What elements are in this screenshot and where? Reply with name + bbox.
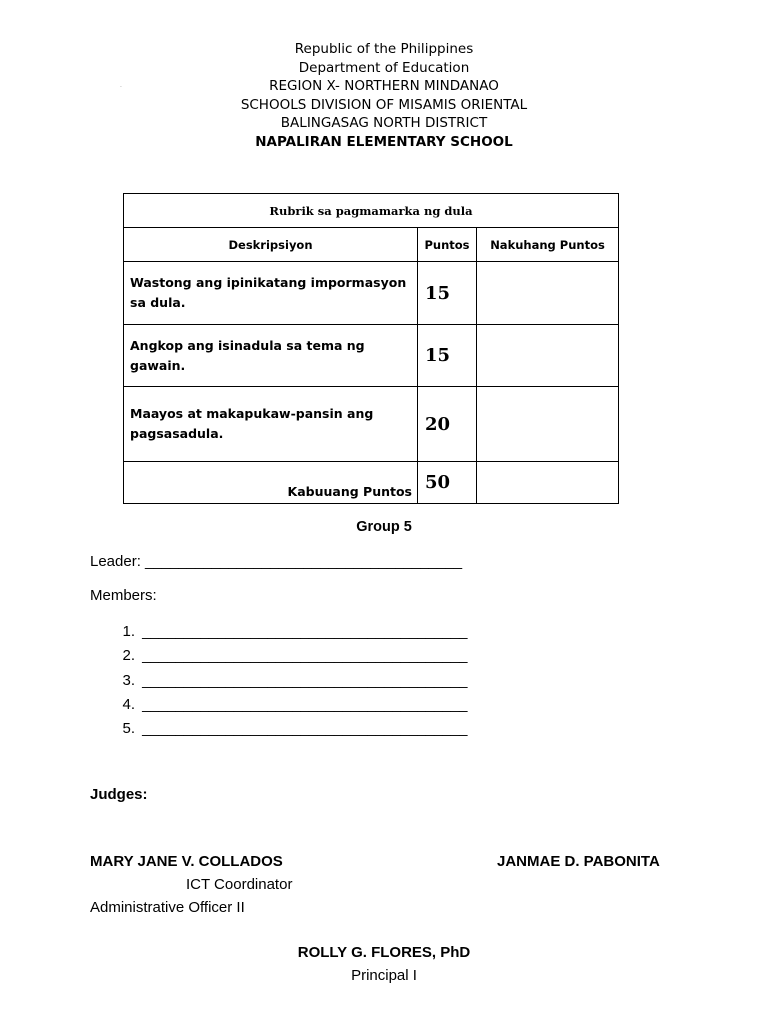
column-header-description: Deskripsiyon (124, 228, 418, 262)
criterion-points: 15 (418, 262, 477, 325)
member-number: 3. (122, 671, 135, 689)
table-row (124, 387, 619, 462)
republic-line: Republic of the Philippines (294, 41, 474, 57)
criterion-points: 20 (418, 387, 477, 462)
member-blank-field[interactable]: _______________________________________ (142, 720, 468, 738)
rubric-title: Rubrik sa pagmamarka ng dula (124, 194, 619, 228)
total-label: Kabuuang Puntos (124, 462, 418, 504)
department-line: Department of Education (298, 59, 470, 76)
member-blank-field[interactable]: _______________________________________ (142, 671, 468, 689)
criterion-description: Wastong ang ipinikatang impormasyon sa dula. (124, 262, 418, 325)
judge1-role: ICT Coordinator (186, 876, 293, 893)
stray-mark: . (120, 82, 122, 89)
list-item (90, 620, 468, 644)
members-list (90, 620, 468, 741)
judge2-name: JANMAE D. PABONITA (497, 853, 660, 870)
member-number: 1. (122, 623, 135, 640)
region-line: REGION X- NORTHERN MINDANAO (269, 78, 499, 94)
table-row (124, 262, 619, 325)
rubric-table (123, 193, 619, 504)
rubric-header-row (124, 228, 619, 262)
member-number: 5. (122, 720, 135, 738)
member-number: 2. (122, 647, 135, 665)
judge1-role-secondary: Administrative Officer II (90, 899, 245, 916)
leader-field[interactable]: Leader: ______________________________________ (90, 553, 463, 570)
column-header-points: Puntos (418, 228, 477, 262)
score-cell[interactable] (477, 325, 619, 387)
school-name: NAPALIRAN ELEMENTARY SCHOOL (255, 133, 513, 150)
list-item (90, 693, 468, 717)
judge1-name: MARY JANE V. COLLADOS (90, 853, 283, 870)
criterion-points: 15 (418, 325, 477, 387)
criterion-description: Maayos at makapukaw-pansin ang pagsasadula. (124, 387, 418, 462)
rubric-title-row (124, 194, 619, 228)
criterion-description: Angkop ang isinadula sa tema ng gawain. (124, 325, 418, 387)
principal-title: Principal I (351, 967, 417, 984)
column-header-score: Nakuhang Puntos (477, 228, 619, 262)
group-title: Group 5 (356, 519, 412, 535)
score-cell[interactable] (477, 387, 619, 462)
table-row (124, 325, 619, 387)
member-blank-field[interactable]: _______________________________________ (142, 623, 468, 640)
member-blank-field[interactable]: _______________________________________ (142, 695, 468, 713)
total-score-cell[interactable] (477, 462, 619, 504)
division-line: SCHOOLS DIVISION OF MISAMIS ORIENTAL (240, 96, 528, 113)
member-blank-field[interactable]: _______________________________________ (142, 647, 468, 665)
list-item (90, 644, 468, 668)
score-cell[interactable] (477, 262, 619, 325)
letterhead (0, 40, 768, 151)
total-points: 50 (418, 462, 477, 504)
members-label: Members: (90, 587, 157, 604)
list-item (90, 669, 468, 693)
judges-label: Judges: (90, 786, 148, 803)
district-line: BALINGASAG NORTH DISTRICT (280, 115, 488, 131)
list-item (90, 717, 468, 741)
total-row (124, 462, 619, 504)
member-number: 4. (122, 695, 135, 713)
principal-name: ROLLY G. FLORES, PhD (297, 944, 471, 961)
